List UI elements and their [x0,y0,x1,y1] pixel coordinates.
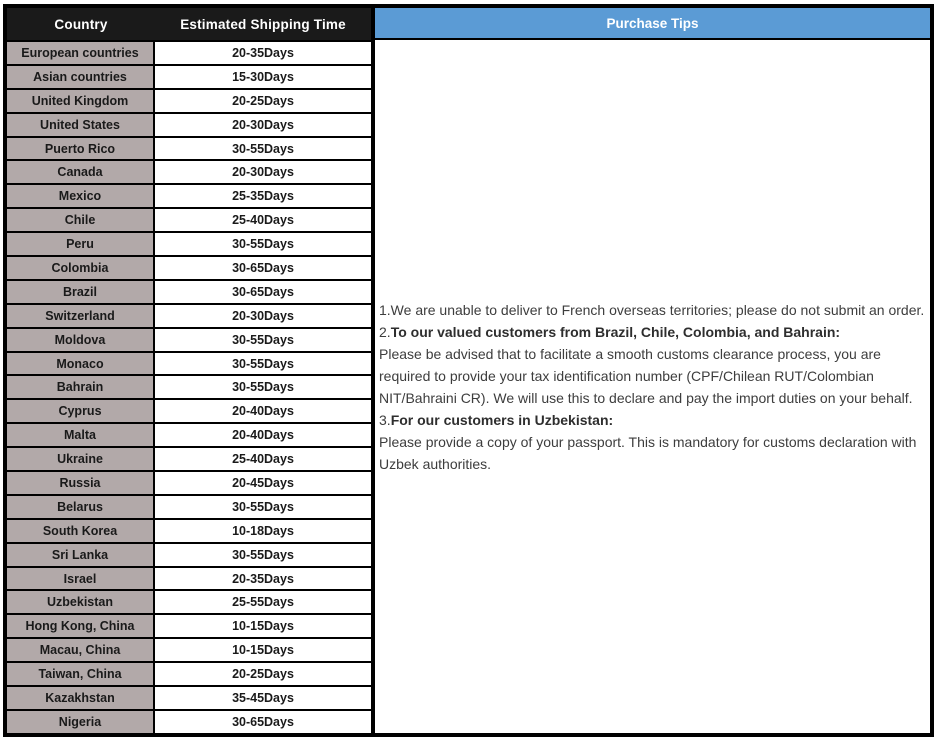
shipping-time-cell: 10-18Days [155,520,371,542]
shipping-time-cell: 30-55Days [155,329,371,351]
table-row [7,255,371,279]
table-body [7,40,371,733]
country-cell: South Korea [7,520,155,542]
table-row [7,327,371,351]
table-row [7,589,371,613]
country-cell: Belarus [7,496,155,518]
shipping-time-cell: 30-65Days [155,711,371,733]
table-row [7,64,371,88]
country-cell: Hong Kong, China [7,615,155,637]
shipping-time-cell: 25-55Days [155,591,371,613]
tip-3-number: 3. [379,411,391,428]
shipping-info-sheet [3,4,934,737]
shipping-time-cell: 20-25Days [155,90,371,112]
shipping-time-cell: 20-35Days [155,42,371,64]
country-cell: Russia [7,472,155,494]
country-cell: Bahrain [7,376,155,398]
country-cell: Sri Lanka [7,544,155,566]
tip-2-heading-text: To our valued customers from Brazil, Chile, Colombia, and Bahrain: [390,323,841,340]
tip-1-text: 1.We are unable to deliver to French overseas territories; please do not submit an order. [379,301,925,318]
country-column-header: Country [54,16,108,32]
purchase-tips-panel [375,8,930,733]
country-cell: Moldova [7,329,155,351]
table-row [7,446,371,470]
tip-2-heading [379,321,927,343]
country-cell: Malta [7,424,155,446]
country-cell: Nigeria [7,711,155,733]
shipping-time-cell: 25-40Days [155,209,371,231]
table-row [7,518,371,542]
country-cell: Colombia [7,257,155,279]
shipping-time-cell: 20-45Days [155,472,371,494]
shipping-time-cell: 25-35Days [155,185,371,207]
country-cell: Peru [7,233,155,255]
shipping-time-cell: 20-30Days [155,161,371,183]
table-header-row [7,8,371,40]
shipping-time-cell: 30-65Days [155,281,371,303]
tip-3-heading-text: For our customers in Uzbekistan: [390,411,614,428]
shipping-time-table [7,8,375,733]
table-row [7,542,371,566]
country-cell: Cyprus [7,400,155,422]
tip-2-body-text: Please be advised that to facilitate a smooth customs clearance process, you are required to provide your tax identification number (CPF/Chilean RUT/Colombian NIT/Bahraini CR). We will use this to declare and pay the import duties on your behalf. [379,345,913,406]
country-cell: Asian countries [7,66,155,88]
shipping-time-cell: 30-55Days [155,496,371,518]
table-row [7,470,371,494]
country-cell: Israel [7,568,155,590]
table-row [7,207,371,231]
table-row [7,40,371,64]
table-row [7,374,371,398]
country-cell: Monaco [7,353,155,375]
country-cell: Taiwan, China [7,663,155,685]
table-row [7,183,371,207]
country-cell: Chile [7,209,155,231]
country-cell: European countries [7,42,155,64]
table-row [7,351,371,375]
table-row [7,279,371,303]
table-row [7,685,371,709]
country-cell: Puerto Rico [7,138,155,160]
shipping-time-cell: 30-55Days [155,376,371,398]
country-cell: Switzerland [7,305,155,327]
table-row [7,637,371,661]
country-cell: Ukraine [7,448,155,470]
table-row [7,566,371,590]
shipping-time-cell: 20-40Days [155,400,371,422]
shipping-time-cell: 30-55Days [155,544,371,566]
table-row [7,136,371,160]
table-row [7,231,371,255]
shipping-time-cell: 15-30Days [155,66,371,88]
table-row [7,159,371,183]
country-cell: Macau, China [7,639,155,661]
table-row [7,422,371,446]
country-cell: Brazil [7,281,155,303]
table-row [7,398,371,422]
shipping-time-cell: 30-65Days [155,257,371,279]
shipping-time-cell: 20-30Days [155,114,371,136]
shipping-time-column-header: Estimated Shipping Time [180,16,346,32]
purchase-tips-header: Purchase Tips [375,8,930,40]
table-row [7,661,371,685]
purchase-tips-body [375,40,930,733]
table-row [7,303,371,327]
country-cell: United States [7,114,155,136]
table-row [7,709,371,733]
shipping-time-cell: 10-15Days [155,639,371,661]
shipping-time-cell: 30-55Days [155,233,371,255]
country-cell: United Kingdom [7,90,155,112]
country-cell: Kazakhstan [7,687,155,709]
shipping-time-cell: 20-35Days [155,568,371,590]
tip-3-heading [379,409,927,431]
shipping-time-cell: 20-40Days [155,424,371,446]
table-row [7,112,371,136]
table-row [7,88,371,112]
tip-3-body-text: Please provide a copy of your passport. This is mandatory for customs declaration with Uzbek authorities. [379,433,917,472]
shipping-time-cell: 20-30Days [155,305,371,327]
shipping-time-cell: 35-45Days [155,687,371,709]
shipping-time-cell: 25-40Days [155,448,371,470]
country-cell: Uzbekistan [7,591,155,613]
country-cell: Canada [7,161,155,183]
tip-2-number: 2. [379,323,391,340]
table-row [7,613,371,637]
table-row [7,494,371,518]
shipping-time-cell: 20-25Days [155,663,371,685]
shipping-time-cell: 30-55Days [155,138,371,160]
shipping-time-cell: 30-55Days [155,353,371,375]
country-cell: Mexico [7,185,155,207]
shipping-time-cell: 10-15Days [155,615,371,637]
